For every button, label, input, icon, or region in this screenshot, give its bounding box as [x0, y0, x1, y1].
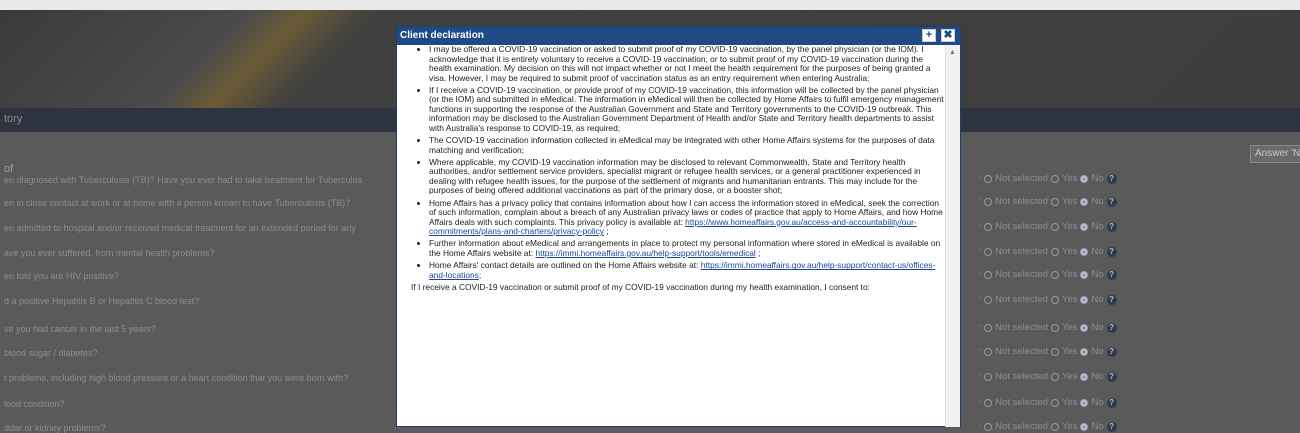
declaration-item	[429, 261, 944, 280]
radio-yes[interactable]	[1051, 198, 1059, 206]
declaration-link[interactable]: https://www.homeaffairs.gov.au/access-and-accountability/our-commitments/plans-and-charters/privacy-policy	[429, 216, 917, 237]
radio-no[interactable]	[1080, 399, 1088, 407]
declaration-text: I may be offered a COVID-19 vaccination or asked to submit proof of my COVID-19 vaccination, by the panel physician (or the IOM). I acknowledge that it is entirely voluntary to receive a COVID-19 vaccination, or to submit proof of my COVID-19 vaccination during the health examination. My decision on this will not impact whether or not I meet the health requirement for the purposes of being granted a visa. However, I may be required to submit proof of vaccination status as an entry requirement when entering Australia;	[429, 45, 931, 83]
radio-not-selected[interactable]	[984, 373, 992, 381]
no-label: No	[1091, 269, 1104, 280]
radio-no[interactable]	[1080, 223, 1088, 231]
no-label: No	[1091, 346, 1104, 357]
no-label: No	[1091, 221, 1104, 232]
radio-yes[interactable]	[1051, 175, 1059, 183]
no-label: No	[1091, 421, 1104, 432]
yes-label: Yes	[1061, 371, 1078, 382]
no-label: No	[1091, 294, 1104, 305]
declaration-item	[429, 199, 944, 237]
radio-no[interactable]	[1080, 175, 1088, 183]
answer-group	[978, 196, 1117, 207]
declaration-text-after: ;	[755, 247, 761, 258]
radio-yes[interactable]	[1051, 348, 1059, 356]
yes-label: Yes	[1061, 322, 1078, 333]
radio-not-selected[interactable]	[984, 324, 992, 332]
yes-label: Yes	[1061, 221, 1078, 232]
help-icon[interactable]: ?	[1107, 295, 1117, 305]
radio-yes[interactable]	[1051, 271, 1059, 279]
answer-group	[978, 221, 1117, 232]
consent-paragraph: If I receive a COVID-19 vaccination or submit proof of my COVID-19 vaccination during my health examination, I consent to:	[411, 282, 870, 293]
question-text: blood sugar / diabetes?	[4, 348, 98, 358]
radio-yes[interactable]	[1051, 296, 1059, 304]
required-marker: *	[978, 222, 982, 231]
help-icon[interactable]: ?	[1107, 323, 1117, 333]
declaration-item	[429, 86, 944, 134]
no-label: No	[1091, 196, 1104, 207]
required-marker: *	[978, 174, 982, 183]
required-marker: *	[978, 347, 982, 356]
help-icon[interactable]: ?	[1107, 422, 1117, 432]
radio-no[interactable]	[1080, 198, 1088, 206]
not-selected-label: Not selected	[995, 397, 1048, 408]
radio-not-selected[interactable]	[984, 399, 992, 407]
not-selected-label: Not selected	[995, 221, 1048, 232]
help-icon[interactable]: ?	[1107, 398, 1117, 408]
declaration-text: Home Affairs has a privacy policy that contains information about how I can access the information stored in eMedical, seek the correction of such information, complain about a breach of any Australian privacy laws or codes of practice that apply to Home Affairs, and how Home Affairs deals with such complaints. This privacy policy is available at:	[429, 197, 943, 227]
radio-not-selected[interactable]	[984, 175, 992, 183]
yes-label: Yes	[1061, 421, 1078, 432]
no-label: No	[1091, 371, 1104, 382]
help-icon[interactable]: ?	[1107, 347, 1117, 357]
question-text: en diagnosed with Tuberculosis (TB)? Have you ever had to take treatment for Tuberculos	[4, 175, 363, 185]
question-text: d a positive Hepatitis B or Hepatitis C blood test?	[4, 296, 200, 306]
radio-not-selected[interactable]	[984, 198, 992, 206]
required-marker: *	[978, 247, 982, 256]
declaration-item	[429, 158, 944, 196]
answer-group	[978, 322, 1117, 333]
radio-not-selected[interactable]	[984, 223, 992, 231]
question-text: ve you had cancer in the last 5 years?	[4, 324, 156, 334]
help-icon[interactable]: ?	[1107, 197, 1117, 207]
help-icon[interactable]: ?	[1107, 222, 1117, 232]
radio-yes[interactable]	[1051, 399, 1059, 407]
yes-label: Yes	[1061, 173, 1078, 184]
question-text: lood condition?	[4, 399, 65, 409]
radio-no[interactable]	[1080, 348, 1088, 356]
radio-yes[interactable]	[1051, 373, 1059, 381]
answer-group	[978, 173, 1117, 184]
not-selected-label: Not selected	[995, 371, 1048, 382]
yes-label: Yes	[1061, 397, 1078, 408]
question-text: en admitted to hospital and/or received medical treatment for an extended period for any	[4, 223, 356, 233]
radio-no[interactable]	[1080, 324, 1088, 332]
declaration-item	[429, 136, 944, 155]
scroll-up-icon[interactable]: ▲	[949, 49, 956, 56]
required-marker: *	[978, 295, 982, 304]
question-text: ddar or kidney problems?	[4, 423, 106, 433]
question-text: en in close contact at work or at home with a person known to have Tuberculosis (TB)?	[4, 198, 351, 208]
required-marker: *	[978, 372, 982, 381]
not-selected-label: Not selected	[995, 346, 1048, 357]
yes-label: Yes	[1061, 269, 1078, 280]
declaration-text: Home Affairs' contact details are outlined on the Home Affairs website at:	[429, 260, 701, 271]
yes-label: Yes	[1061, 196, 1078, 207]
not-selected-label: Not selected	[995, 322, 1048, 333]
answer-group	[978, 294, 1117, 305]
no-label: No	[1091, 173, 1104, 184]
dialog-scrollbar[interactable]	[945, 45, 960, 427]
radio-not-selected[interactable]	[984, 248, 992, 256]
not-selected-label: Not selected	[995, 173, 1048, 184]
answer-group	[978, 246, 1117, 257]
radio-yes[interactable]	[1051, 324, 1059, 332]
declaration-text-after: ;	[478, 269, 482, 280]
answer-all-no-button[interactable]: Answer 'N	[1250, 145, 1300, 163]
not-selected-label: Not selected	[995, 421, 1048, 432]
close-icon[interactable]: ✖	[941, 29, 955, 42]
not-selected-label: Not selected	[995, 294, 1048, 305]
client-declaration-dialog	[396, 26, 961, 427]
declaration-text: The COVID-19 vaccination information collected in eMedical may be integrated with other Home Affairs systems for the purposes of data matching and verification;	[429, 135, 935, 155]
yes-label: Yes	[1061, 246, 1078, 257]
required-marker: *	[978, 323, 982, 332]
not-selected-label: Not selected	[995, 196, 1048, 207]
help-icon[interactable]: ?	[1107, 174, 1117, 184]
help-icon[interactable]: ?	[1107, 247, 1117, 257]
declaration-item	[429, 45, 944, 83]
declaration-link[interactable]: https://immi.homeaffairs.gov.au/help-support/contact-us/offices-and-locations	[429, 260, 936, 280]
dialog-title-bar	[397, 27, 960, 45]
required-marker: *	[978, 270, 982, 279]
question-text: en told you are HIV positive?	[4, 271, 120, 281]
questionnaire-header: of	[4, 163, 14, 175]
no-label: No	[1091, 397, 1104, 408]
yes-label: Yes	[1061, 294, 1078, 305]
radio-not-selected[interactable]	[984, 296, 992, 304]
radio-not-selected[interactable]	[984, 348, 992, 356]
not-selected-label: Not selected	[995, 246, 1048, 257]
radio-no[interactable]	[1080, 271, 1088, 279]
declaration-text: If I receive a COVID-19 vaccination, or provide proof of my COVID-19 vaccination, this information will be collected by the panel physician (or the IOM) and submitted in eMedical. The information in eMedical will then be collected by Home Affairs to fulfil emergency management functions in supporting the response of the Australian Government and State and Territory governments to the COVID-19 outbreak. This information may be disclosed to the Australian Government Department of Health and/or State and Territory health departments to assist with Australia's response to COVID-19, as required;	[429, 84, 944, 133]
declaration-text: Further information about eMedical and arrangements in place to protect my personal information where stored in eMedical is available on the Home Affairs website at:	[429, 238, 941, 258]
browser-top-bar	[0, 0, 1300, 10]
question-text: t problems, including high blood pressure or a heart condition that you were born with?	[4, 373, 349, 383]
yes-label: Yes	[1061, 346, 1078, 357]
radio-no[interactable]	[1080, 373, 1088, 381]
radio-yes[interactable]	[1051, 223, 1059, 231]
help-icon[interactable]: ?	[1107, 372, 1117, 382]
required-marker: *	[978, 422, 982, 431]
declaration-item	[429, 239, 944, 258]
no-label: No	[1091, 246, 1104, 257]
question-text: ave you ever suffered, from mental health problems?	[4, 248, 215, 258]
help-icon[interactable]: ?	[1107, 270, 1117, 280]
not-selected-label: Not selected	[995, 269, 1048, 280]
answer-group	[978, 269, 1117, 280]
no-label: No	[1091, 322, 1104, 333]
declaration-list	[401, 45, 944, 280]
declaration-text-after: ;	[604, 226, 609, 237]
declaration-link[interactable]: https://immi.homeaffairs.gov.au/help-support/tools/emedical	[535, 247, 756, 258]
answer-group	[978, 346, 1117, 357]
required-marker: *	[978, 197, 982, 206]
dialog-title: Client declaration	[400, 30, 484, 41]
radio-not-selected[interactable]	[984, 271, 992, 279]
expand-icon[interactable]: +	[922, 29, 936, 42]
radio-yes[interactable]	[1051, 248, 1059, 256]
dialog-body	[401, 45, 944, 428]
required-marker: *	[978, 398, 982, 407]
declaration-text: Where applicable, my COVID-19 vaccination information may be disclosed to relevant Commonwealth, State and Territory health authorities, and/or settlement service providers, specialist migrant or refugee health services, or a general practitioner experienced in dealing with refugee health issues, for the purpose of the settlement of migrants and humanitarian entrants. This may include for the purposes of being offered additional vaccinations as part of the primary dose, or a booster shot;	[429, 156, 921, 196]
radio-no[interactable]	[1080, 248, 1088, 256]
section-title: tory	[4, 113, 23, 125]
answer-group	[978, 397, 1117, 408]
radio-no[interactable]	[1080, 296, 1088, 304]
answer-group	[978, 371, 1117, 382]
